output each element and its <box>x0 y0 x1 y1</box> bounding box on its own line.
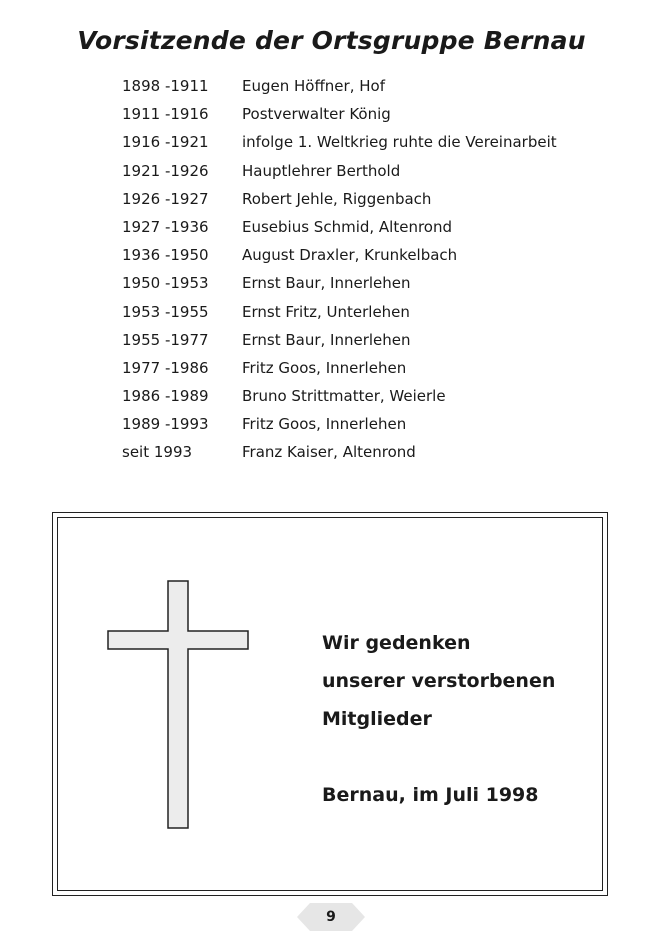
chairperson-name: Postverwalter König <box>242 105 391 124</box>
chairperson-name: Ernst Fritz, Unterlehen <box>242 302 410 321</box>
cross-icon <box>106 580 250 830</box>
memorial-line: Wir gedenken <box>322 632 471 654</box>
chairperson-name: Eugen Höffner, Hof <box>242 77 385 95</box>
list-item <box>122 326 562 354</box>
chairperson-name: Bruno Strittmatter, Weierle <box>242 387 446 406</box>
memorial-line: Mitglieder <box>322 708 432 730</box>
term-years: 1953 -1955 <box>122 302 209 321</box>
term-years: 1977 -1986 <box>122 358 209 377</box>
term-years: 1936 -1950 <box>122 246 209 265</box>
term-years: 1955 -1977 <box>122 330 209 349</box>
list-item <box>122 213 562 241</box>
term-years: seit 1993 <box>122 443 193 462</box>
chairperson-name: Robert Jehle, Riggenbach <box>242 189 432 208</box>
memorial-text <box>322 624 592 814</box>
term-years: 1927 -1936 <box>122 217 209 236</box>
term-years: 1986 -1989 <box>122 387 209 406</box>
term-years: 1898 -1911 <box>122 77 209 95</box>
list-item <box>122 438 562 466</box>
term-years: 1911 -1916 <box>122 105 209 124</box>
chairperson-name: Ernst Baur, Innerlehen <box>242 274 411 293</box>
chairperson-name: Hauptlehrer Berthold <box>242 161 401 180</box>
term-years: 1926 -1927 <box>122 189 209 208</box>
page-title: Vorsitzende der Ortsgruppe Bernau <box>77 26 586 55</box>
list-item <box>122 241 562 269</box>
term-years: 1916 -1921 <box>122 133 209 152</box>
list-item <box>122 298 562 326</box>
chairperson-name: Ernst Baur, Innerlehen <box>242 330 411 349</box>
term-years: 1921 -1926 <box>122 161 209 180</box>
memorial-line: unserer verstorbenen <box>322 670 556 692</box>
chairperson-name: August Draxler, Krunkelbach <box>242 246 458 265</box>
list-item <box>122 185 562 213</box>
term-years: 1950 -1953 <box>122 274 209 293</box>
chairpersons-list <box>122 72 562 467</box>
page-number: 9 <box>326 909 336 925</box>
chairperson-name: infolge 1. Weltkrieg ruhte die Vereinarbeit <box>242 133 557 152</box>
chairperson-name: Franz Kaiser, Altenrond <box>242 443 416 462</box>
term-years: 1989 -1993 <box>122 415 209 434</box>
list-item <box>122 128 562 156</box>
list-item <box>122 410 562 438</box>
list-item <box>122 100 562 128</box>
list-item <box>122 269 562 297</box>
chairperson-name: Eusebius Schmid, Altenrond <box>242 217 453 236</box>
list-item <box>122 354 562 382</box>
memorial-place-date: Bernau, im Juli 1998 <box>322 784 539 806</box>
list-item <box>122 157 562 185</box>
chairperson-name: Fritz Goos, Innerlehen <box>242 358 407 377</box>
list-item <box>122 72 562 100</box>
chairperson-name: Fritz Goos, Innerlehen <box>242 415 407 434</box>
list-item <box>122 382 562 410</box>
